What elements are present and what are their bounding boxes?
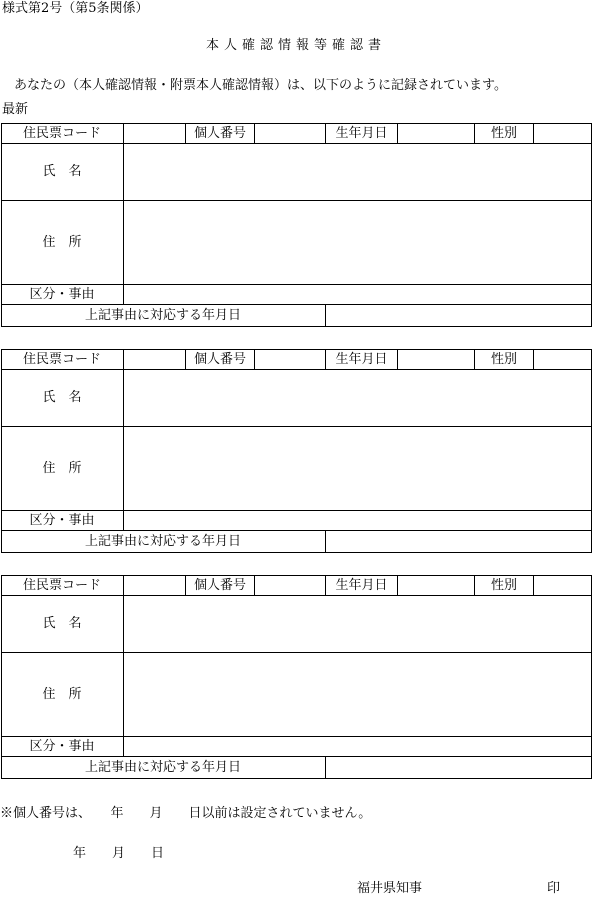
name-label: 氏 名 (42, 164, 82, 179)
individual-number-field[interactable] (255, 123, 325, 143)
address-field[interactable] (124, 426, 591, 510)
category-reason-field[interactable] (124, 510, 591, 530)
address-label: 住 所 (42, 460, 82, 476)
reason-date-label: 上記事由に対応する年月日 (84, 759, 241, 775)
reason-date-label: 上記事由に対応する年月日 (84, 533, 241, 549)
sex-label: 性別 (490, 125, 517, 141)
resident-code-label: 住民票コード (22, 125, 101, 141)
resident-code-label: 住民票コード (22, 351, 101, 367)
address-field[interactable] (124, 200, 591, 284)
category-reason-label: 区分・事由 (29, 286, 95, 302)
record-table (0, 349, 592, 553)
resident-code-field[interactable] (124, 123, 185, 143)
individual-number-label: 個人番号 (193, 125, 246, 141)
table-rule (1, 778, 592, 779)
birth-date-label: 生年月日 (335, 351, 388, 367)
category-reason-field[interactable] (124, 284, 591, 304)
birth-date-field[interactable] (398, 575, 474, 595)
table-rule (1, 326, 592, 327)
table-rule (1, 552, 592, 553)
individual-number-label: 個人番号 (193, 351, 246, 367)
issuer-name: 福井県知事 (357, 881, 423, 896)
reason-date-field[interactable] (326, 756, 591, 778)
address-label: 住 所 (42, 686, 82, 702)
sex-field[interactable] (534, 575, 591, 595)
birth-date-label: 生年月日 (335, 125, 388, 141)
category-reason-label: 区分・事由 (29, 512, 95, 528)
record-table (0, 575, 592, 779)
name-field[interactable] (124, 595, 591, 652)
category-reason-field[interactable] (124, 736, 591, 756)
sex-field[interactable] (534, 123, 591, 143)
name-field[interactable] (124, 143, 591, 200)
sex-label: 性別 (490, 577, 517, 593)
individual-number-field[interactable] (255, 349, 325, 369)
resident-code-label: 住民票コード (22, 577, 101, 593)
notice-text: ※個人番号は、 年 月 日以前は設定されていません。 (0, 806, 372, 821)
form-number: 様式第2号（第5条関係） (2, 1, 149, 16)
intro-text: あなたの（本人確認情報・附票本人確認情報）は、以下のように記録されています。 (14, 78, 507, 93)
issue-date: 年 月 日 (73, 846, 165, 861)
address-field[interactable] (124, 652, 591, 736)
birth-date-field[interactable] (398, 123, 474, 143)
individual-number-label: 個人番号 (193, 577, 246, 593)
name-field[interactable] (124, 369, 591, 426)
reason-date-field[interactable] (326, 530, 591, 552)
resident-code-field[interactable] (124, 349, 185, 369)
birth-date-field[interactable] (398, 349, 474, 369)
address-label: 住 所 (42, 234, 82, 250)
seal-mark: 印 (547, 881, 561, 896)
name-label: 氏 名 (42, 390, 82, 405)
latest-label: 最新 (2, 102, 29, 117)
reason-date-label: 上記事由に対応する年月日 (84, 307, 241, 323)
record-table (0, 123, 592, 327)
birth-date-label: 生年月日 (335, 577, 388, 593)
sex-field[interactable] (534, 349, 591, 369)
name-label: 氏 名 (42, 616, 82, 631)
category-reason-label: 区分・事由 (29, 738, 95, 754)
resident-code-field[interactable] (124, 575, 185, 595)
sex-label: 性別 (490, 351, 517, 367)
document-title: 本人確認情報等確認書 (205, 38, 386, 53)
reason-date-field[interactable] (326, 304, 591, 326)
individual-number-field[interactable] (255, 575, 325, 595)
